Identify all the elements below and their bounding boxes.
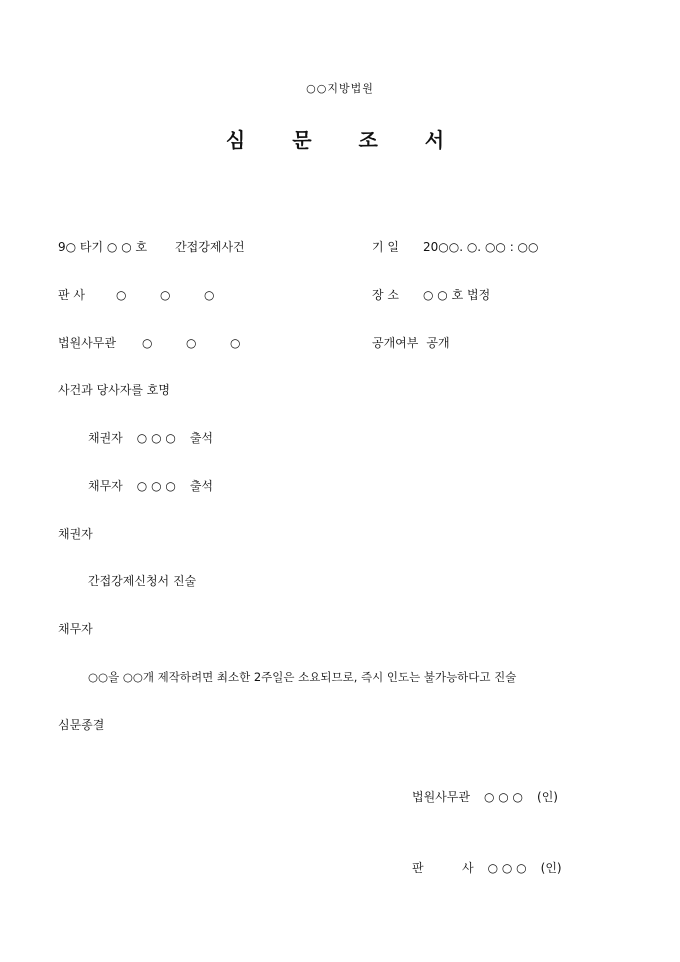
sig-clerk-marks: ○ ○ ○ — [483, 790, 524, 804]
clerk-label: 법원사무관 — [58, 336, 116, 350]
disclosure-row — [372, 336, 450, 350]
call-debtor-row — [88, 479, 213, 493]
clerk-mark-1: ○ — [142, 336, 153, 350]
call-debtor-status: 출석 — [189, 479, 214, 493]
sig-judge-label-2: 사 — [462, 861, 474, 875]
call-debtor-marks: ○ ○ ○ — [136, 479, 176, 493]
debtor-statement: ○○을 ○○개 제작하려면 최소한 2주일은 소요되므로, 즉시 인도는 불가능하다고 진술 — [88, 670, 517, 684]
judge-mark-1: ○ — [116, 288, 127, 302]
call-creditor-status: 출석 — [189, 431, 214, 445]
place-value: ○ ○ 호 법정 — [423, 288, 491, 302]
sig-judge-marks: ○ ○ ○ — [487, 861, 527, 875]
call-creditor-marks: ○ ○ ○ — [136, 431, 176, 445]
sig-clerk-seal: (인) — [537, 790, 558, 804]
case-name: 간접강제사건 — [175, 240, 245, 254]
clerk-mark-2: ○ — [186, 336, 197, 350]
call-creditor-label: 채권자 — [88, 431, 123, 445]
judge-signature-row — [412, 861, 562, 875]
call-heading: 사건과 당사자를 호명 — [58, 383, 170, 397]
creditor-heading: 채권자 — [58, 527, 93, 541]
document-title: 심 문 조 서 — [225, 128, 465, 152]
place-label: 장 소 — [372, 288, 399, 302]
hearing-date-row — [372, 240, 539, 254]
case-number: 9○ 타기 ○ ○ 호 — [58, 240, 148, 254]
creditor-statement: 간접강제신청서 진술 — [88, 574, 197, 588]
sig-clerk-label: 법원사무관 — [412, 790, 470, 804]
disclosure-label: 공개여부 — [372, 336, 419, 350]
clerk-row — [58, 336, 240, 350]
call-debtor-label: 채무자 — [88, 479, 123, 493]
date-value: 20○○. ○. ○○ : ○○ — [423, 240, 539, 254]
date-label: 기 일 — [372, 240, 399, 254]
hearing-closed: 심문종결 — [58, 718, 105, 732]
place-row — [372, 288, 490, 302]
debtor-heading: 채무자 — [58, 622, 93, 636]
clerk-mark-3: ○ — [230, 336, 241, 350]
judge-mark-2: ○ — [160, 288, 171, 302]
sig-judge-seal: (인) — [540, 861, 562, 875]
disclosure-value: 공개 — [426, 336, 450, 350]
clerk-signature-row — [412, 790, 558, 804]
call-creditor-row — [88, 431, 213, 445]
court-name: ○○지방법원 — [306, 82, 374, 95]
judge-mark-3: ○ — [204, 288, 215, 302]
judge-row — [58, 288, 214, 302]
sig-judge-label-1: 판 — [412, 861, 424, 875]
case-number-row — [58, 240, 245, 254]
judge-label: 판 사 — [58, 288, 85, 302]
